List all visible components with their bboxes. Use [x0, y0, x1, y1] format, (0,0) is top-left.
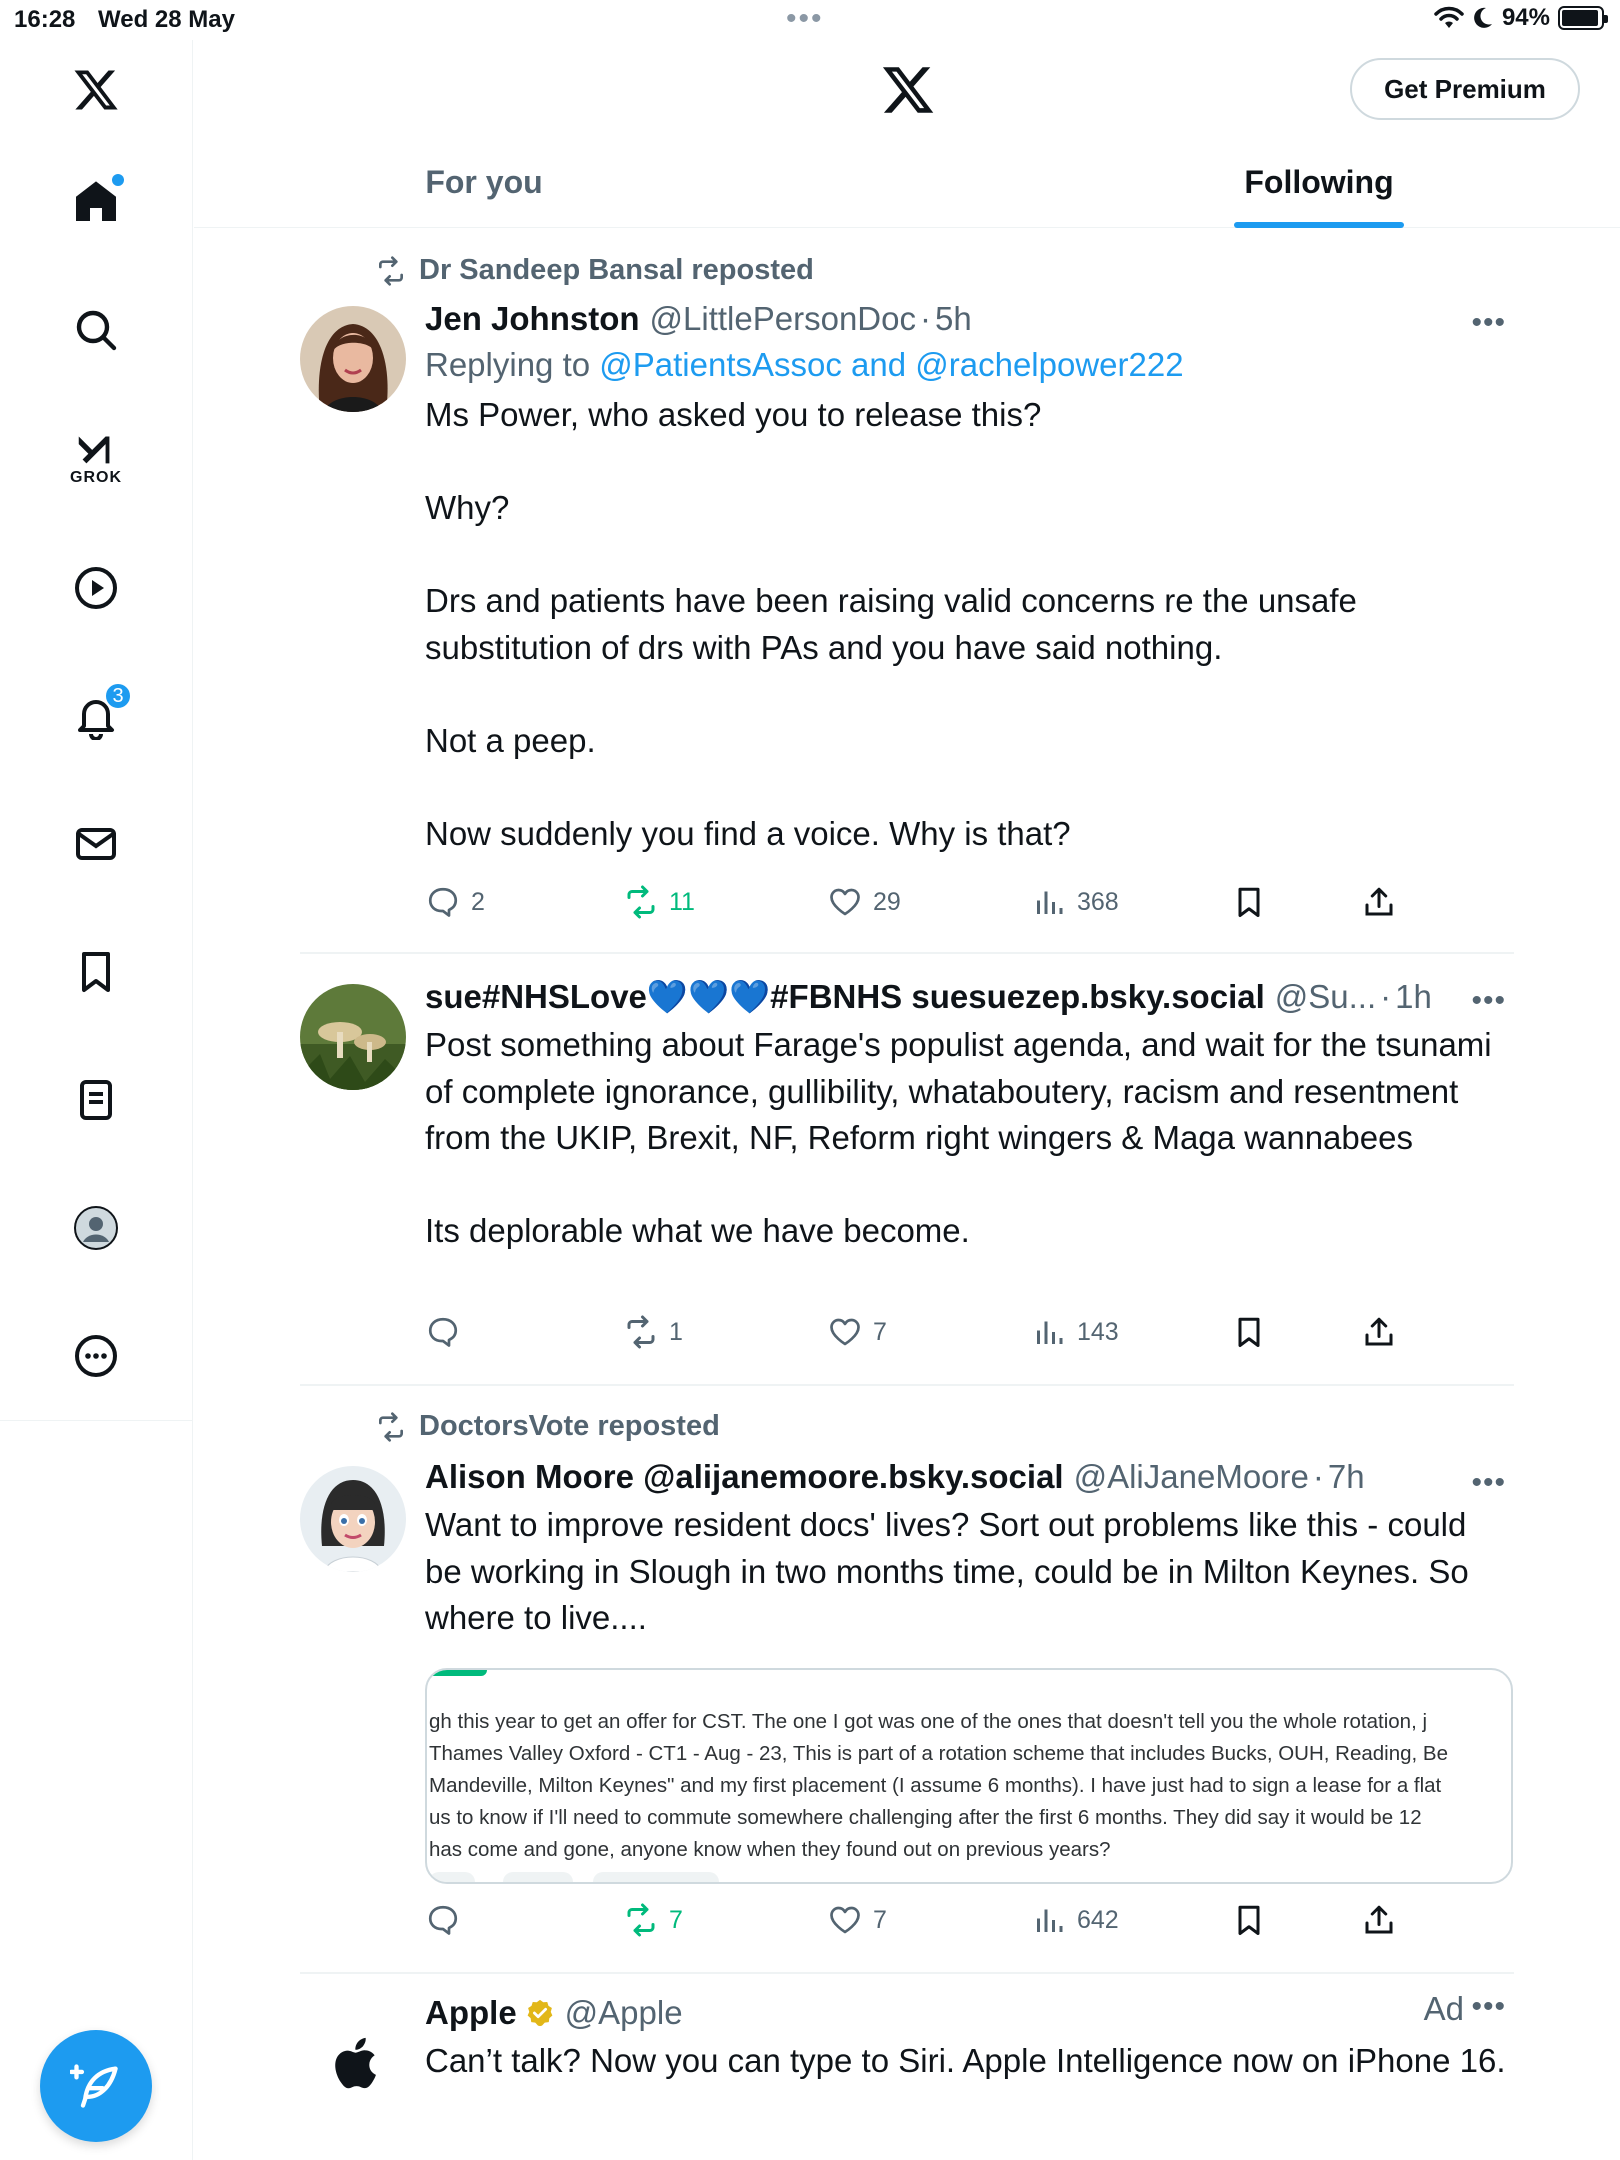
- avatar-photo: [300, 306, 406, 412]
- tweet-actions: [425, 1902, 1505, 1942]
- avatar[interactable]: [300, 984, 406, 1090]
- repost-count: 7: [669, 1905, 683, 1934]
- sidebar-item-video[interactable]: [56, 548, 136, 628]
- share-button[interactable]: [1361, 884, 1397, 920]
- like-button[interactable]: [827, 1902, 887, 1938]
- tweet-actions: [425, 1314, 1505, 1354]
- repost-by-label: DoctorsVote reposted: [419, 1410, 720, 1442]
- image-top-strip: [427, 1670, 487, 1676]
- image-footer-pill: [429, 1872, 475, 1884]
- home-unread-dot: [112, 174, 124, 186]
- like-button[interactable]: [827, 884, 901, 920]
- tweet-header: [425, 1454, 1510, 1500]
- tweet-divider: [300, 1972, 1514, 1974]
- repost-icon: [623, 884, 659, 920]
- reply-count: 2: [471, 887, 485, 916]
- sidebar-item-notifications[interactable]: [56, 676, 136, 756]
- repost-icon: [375, 1411, 407, 1443]
- get-premium-button[interactable]: Get Premium: [1350, 58, 1580, 120]
- avatar[interactable]: [300, 306, 406, 412]
- author-handle[interactable]: @AliJaneMoore: [1073, 1458, 1309, 1495]
- timeline-header: [194, 40, 1620, 228]
- active-tab-indicator: [1234, 222, 1404, 228]
- multitasking-dots-icon[interactable]: •••: [786, 2, 824, 35]
- bookmark-button[interactable]: [1231, 1314, 1267, 1350]
- views-chart-icon: [1031, 1314, 1067, 1350]
- heart-icon: [827, 884, 863, 920]
- sidebar-item-more[interactable]: [56, 1316, 136, 1396]
- apple-logo-icon: [327, 2033, 379, 2093]
- dot-separator: ·: [1312, 1458, 1324, 1495]
- avatar[interactable]: [300, 1466, 406, 1572]
- x-logo-icon: [880, 62, 936, 118]
- tweet-time[interactable]: 1h: [1395, 978, 1432, 1015]
- dot-separator: ·: [919, 300, 931, 337]
- search-icon: [72, 306, 120, 354]
- notifications-badge: 3: [104, 682, 132, 710]
- compose-feather-icon: [70, 2060, 122, 2112]
- heart-icon: [827, 1902, 863, 1938]
- more-options-icon[interactable]: •••: [1471, 1466, 1506, 1499]
- sidebar: [0, 40, 193, 2160]
- battery-icon: [1558, 6, 1604, 30]
- image-text-line: us to know if I'll need to commute somewhere challenging after the first 6 months. They did say it would be 12: [429, 1806, 1422, 1829]
- wifi-icon: [1434, 6, 1464, 30]
- tab-for-you[interactable]: [354, 136, 614, 228]
- views-button[interactable]: [1031, 1902, 1119, 1938]
- views-button[interactable]: [1031, 1314, 1119, 1350]
- sidebar-item-profile[interactable]: [56, 1188, 136, 1268]
- attached-image-card[interactable]: [425, 1668, 1513, 1884]
- repost-button[interactable]: [623, 1902, 683, 1938]
- author-name[interactable]: Jen Johnston: [425, 300, 640, 337]
- list-document-icon: [72, 1076, 120, 1124]
- heart-icon: [827, 1314, 863, 1350]
- like-button[interactable]: [827, 1314, 887, 1350]
- repost-icon: [623, 1902, 659, 1938]
- author-handle[interactable]: @Su...: [1274, 978, 1377, 1015]
- replying-to-prefix: Replying to: [425, 346, 600, 383]
- avatar[interactable]: [300, 2010, 406, 2116]
- battery-percent: 94%: [1501, 4, 1550, 31]
- bookmark-icon: [72, 948, 120, 996]
- image-text-line: Mandeville, Milton Keynes" and my first placement (I assume 6 months). I have just had to sign a lease for a flat: [429, 1774, 1442, 1797]
- avatar-photo: [300, 1466, 406, 1572]
- reply-icon: [425, 1314, 461, 1350]
- sidebar-item-messages[interactable]: [56, 804, 136, 884]
- bookmark-icon: [1231, 884, 1267, 920]
- reply-target-links[interactable]: @PatientsAssoc and @rachelpower222: [599, 346, 1184, 383]
- reply-icon: [425, 1902, 461, 1938]
- repost-button[interactable]: [623, 1314, 683, 1350]
- status-bar: [0, 0, 1620, 40]
- reply-button[interactable]: [425, 1902, 471, 1938]
- like-count: 7: [873, 1317, 887, 1346]
- tweet-time[interactable]: 5h: [934, 300, 972, 337]
- dot-separator: ·: [1380, 978, 1392, 1015]
- image-text-line: has come and gone, anyone know when they found out on previous years?: [429, 1838, 1111, 1861]
- share-icon: [1361, 1902, 1397, 1938]
- author-handle[interactable]: @LittlePersonDoc: [649, 300, 916, 337]
- reply-icon: [425, 884, 461, 920]
- repost-count: 11: [669, 887, 695, 916]
- sidebar-item-grok[interactable]: [56, 416, 136, 496]
- tab-label: Following: [1244, 163, 1394, 200]
- share-button[interactable]: [1361, 1902, 1397, 1938]
- share-icon: [1361, 1314, 1397, 1350]
- ad-label: Ad: [1423, 1990, 1464, 2027]
- author-name[interactable]: sue#NHSLove💙💙💙#FBNHS suesuezep.bsky.social: [425, 977, 1265, 1015]
- repost-icon: [375, 255, 407, 287]
- tab-label: For you: [425, 163, 543, 200]
- promoted-tweet[interactable]: [300, 1990, 1514, 2160]
- verified-badge-icon: [525, 1998, 555, 2028]
- repost-indicator: [375, 1410, 720, 1443]
- replying-to: [425, 342, 1510, 388]
- views-chart-icon: [1031, 884, 1067, 920]
- view-count: 368: [1077, 887, 1119, 916]
- tweet-text: Want to improve resident docs' lives? Sort out problems like this - could be working in Slough in two months time, could be in Milton Keynes. So where to live....: [425, 1506, 1478, 1636]
- tweet-text: Ms Power, who asked you to release this? Why? Drs and patients have been raising valid concerns re the unsafe substitution of drs with PAs and you have said nothing. Not a peep. Now suddenly you find a voice. Why is that?: [425, 396, 1357, 852]
- tweet-body: [425, 296, 1510, 857]
- tweet-header: [425, 974, 1510, 1020]
- view-count: 143: [1077, 1317, 1119, 1346]
- moon-icon: [1472, 6, 1494, 30]
- repost-count: 1: [669, 1317, 683, 1346]
- repost-indicator: [375, 254, 814, 287]
- reply-button[interactable]: [425, 884, 485, 920]
- author-handle[interactable]: @Apple: [564, 1994, 683, 2031]
- author-name[interactable]: Alison Moore @alijanemoore.bsky.social: [425, 1458, 1064, 1495]
- play-circle-icon: [72, 564, 120, 612]
- like-count: 29: [873, 887, 901, 916]
- bookmark-button[interactable]: [1231, 884, 1267, 920]
- more-options-icon[interactable]: •••: [1471, 1990, 1506, 2023]
- home-icon: [72, 178, 120, 226]
- sidebar-divider: [0, 1420, 193, 1421]
- image-text-line: Thames Valley Oxford - CT1 - Aug - 23, This is part of a rotation scheme that includes Bucks, OUH, Reading, Be: [429, 1742, 1448, 1765]
- tweet-text: Can’t talk? Now you can type to Siri. Apple Intelligence now on iPhone 16.: [425, 2042, 1506, 2079]
- image-text-line: gh this year to get an offer for CST. The one I got was one of the ones that doesn't tell you the whole rotation, j: [429, 1710, 1428, 1733]
- image-footer-pill: [503, 1872, 573, 1884]
- x-logo-icon: [72, 66, 120, 114]
- avatar-photo: [300, 984, 406, 1090]
- view-count: 642: [1077, 1905, 1119, 1934]
- status-indicators: [1434, 4, 1604, 32]
- tweet[interactable]: [300, 250, 1514, 940]
- share-button[interactable]: [1361, 1314, 1397, 1350]
- tweet-divider: [300, 1384, 1514, 1386]
- sidebar-item-search[interactable]: [56, 290, 136, 370]
- more-options-icon[interactable]: •••: [1471, 306, 1506, 339]
- image-text-lines: [429, 1706, 1513, 1866]
- compose-post-button[interactable]: [40, 2030, 152, 2142]
- profile-avatar-icon: [72, 1204, 120, 1252]
- bookmark-icon: [1231, 1902, 1267, 1938]
- views-chart-icon: [1031, 1902, 1067, 1938]
- repost-icon: [623, 1314, 659, 1350]
- more-options-icon[interactable]: •••: [1471, 984, 1506, 1017]
- status-date: Wed 28 May: [98, 6, 235, 33]
- image-footer-pill: [593, 1872, 719, 1884]
- more-circle-icon: [72, 1332, 120, 1380]
- tweet[interactable]: [300, 1410, 1514, 1960]
- grok-label: GROK: [70, 469, 122, 486]
- tweet-header: [425, 1990, 1510, 2036]
- envelope-icon: [72, 820, 120, 868]
- tweet-text: Post something about Farage's populist agenda, and wait for the tsunami of complete ignorance, gullibility, whataboutery, racism and resentment from the UKIP, Brexit, NF, Reform right wingers & Maga wannabees Its deplorable what we have become.: [425, 1026, 1492, 1249]
- tweet-time[interactable]: 7h: [1327, 1458, 1365, 1495]
- tweet-header: [425, 296, 1510, 342]
- tweet-body: [425, 974, 1510, 1255]
- reply-button[interactable]: [425, 1314, 471, 1350]
- tweet-body: [425, 1990, 1510, 2085]
- sidebar-item-lists[interactable]: [56, 1060, 136, 1140]
- repost-button[interactable]: [623, 884, 695, 920]
- sidebar-item-home[interactable]: [56, 162, 136, 242]
- tweet-actions: [425, 884, 1505, 924]
- sidebar-item-bookmarks[interactable]: [56, 932, 136, 1012]
- bookmark-icon: [1231, 1314, 1267, 1350]
- share-icon: [1361, 884, 1397, 920]
- tweet[interactable]: [300, 960, 1514, 1380]
- author-name[interactable]: Apple: [425, 1994, 517, 2031]
- views-button[interactable]: [1031, 884, 1119, 920]
- repost-by-label: Dr Sandeep Bansal reposted: [419, 254, 814, 286]
- status-time: 16:28: [14, 6, 76, 33]
- tweet-body: [425, 1454, 1510, 1642]
- tab-following[interactable]: [1154, 136, 1484, 228]
- bookmark-button[interactable]: [1231, 1902, 1267, 1938]
- sidebar-x-logo[interactable]: [56, 50, 136, 130]
- grok-icon: [73, 425, 119, 471]
- tweet-divider: [300, 952, 1514, 954]
- like-count: 7: [873, 1905, 887, 1934]
